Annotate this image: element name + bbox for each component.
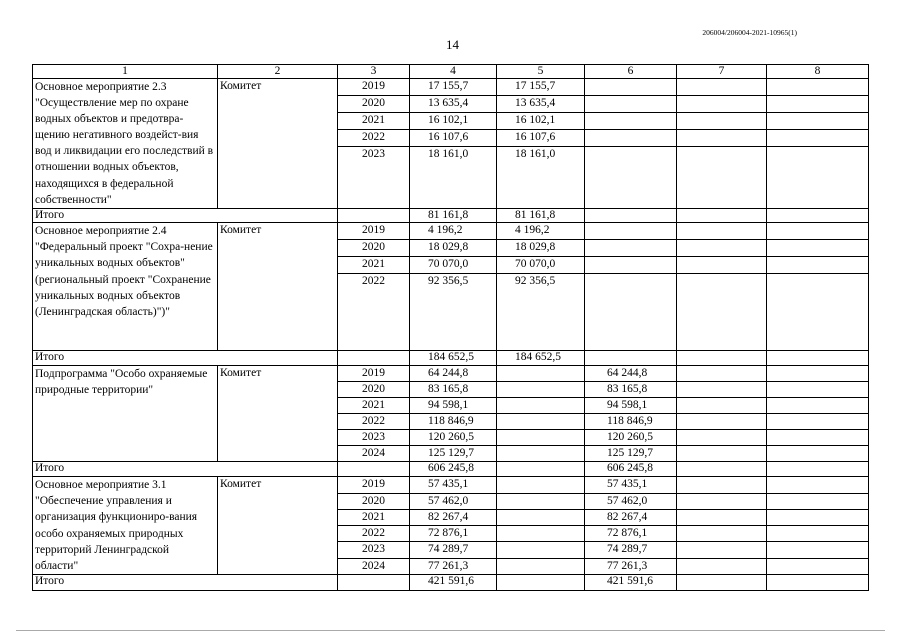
page-number: 14 [446,37,459,52]
year-cell [338,351,410,366]
regional-funding-cell: 82 267,4 [585,509,677,525]
total-funding-cell: 64 244,8 [410,366,497,382]
column-8-cell [767,366,869,382]
total-label: Итого [33,462,338,477]
total-funding-cell: 606 245,8 [410,462,497,477]
federal-funding-cell [497,477,585,493]
column-7-cell [677,430,767,446]
activity-name: Подпрограмма "Особо охраняемые природные территории" [33,366,218,462]
federal-funding-cell [497,398,585,414]
column-header: 3 [338,65,410,79]
activity-name: Основное мероприятие 2.3 "Осуществление мер по охране водных объектов и предотвра-щению негативного воздейст-вия вод и ликвидации его последствий в отношении водных объектов, находящихся в федеральной собственности" [33,79,218,209]
column-7-cell [677,208,767,223]
federal-funding-cell: 18 029,8 [497,240,585,257]
column-8-cell [767,240,869,257]
regional-funding-cell [585,257,677,274]
regional-funding-cell: 64 244,8 [585,366,677,382]
total-label: Итого [33,351,338,366]
regional-funding-cell: 77 261,3 [585,558,677,574]
year-cell: 2021 [338,113,410,130]
column-7-cell [677,558,767,574]
total-label: Итого [33,574,338,590]
regional-funding-cell [585,96,677,113]
column-7-cell [677,147,767,208]
regional-funding-cell [585,274,677,351]
total-funding-cell: 82 267,4 [410,509,497,525]
federal-funding-cell: 184 652,5 [497,351,585,366]
table-row [33,477,869,493]
regional-funding-cell [585,147,677,208]
total-funding-cell: 77 261,3 [410,558,497,574]
column-8-cell [767,398,869,414]
federal-funding-cell: 18 161,0 [497,147,585,208]
federal-funding-cell [497,542,585,558]
budget-table [32,64,869,591]
total-funding-cell: 17 155,7 [410,79,497,96]
federal-funding-cell [497,414,585,430]
column-8-cell [767,223,869,240]
column-7-cell [677,509,767,525]
federal-funding-cell: 92 356,5 [497,274,585,351]
column-8-cell [767,509,869,525]
year-cell: 2020 [338,240,410,257]
column-8-cell [767,96,869,113]
year-cell [338,574,410,590]
total-funding-cell: 18 161,0 [410,147,497,208]
total-funding-cell: 18 029,8 [410,240,497,257]
federal-funding-cell: 16 102,1 [497,113,585,130]
federal-funding-cell [497,493,585,509]
total-funding-cell: 57 462,0 [410,493,497,509]
total-funding-cell: 57 435,1 [410,477,497,493]
column-8-cell [767,574,869,590]
total-funding-cell: 94 598,1 [410,398,497,414]
column-7-cell [677,462,767,477]
year-cell [338,462,410,477]
year-cell: 2019 [338,223,410,240]
year-cell: 2022 [338,526,410,542]
column-8-cell [767,526,869,542]
total-funding-cell: 16 107,6 [410,130,497,147]
table-body [33,65,869,591]
column-7-cell [677,130,767,147]
federal-funding-cell: 16 107,6 [497,130,585,147]
year-cell: 2023 [338,542,410,558]
column-8-cell [767,477,869,493]
federal-funding-cell [497,526,585,542]
year-cell [338,208,410,223]
column-7-cell [677,79,767,96]
column-7-cell [677,351,767,366]
year-cell: 2023 [338,430,410,446]
year-cell: 2019 [338,477,410,493]
column-8-cell [767,208,869,223]
total-row [33,208,869,223]
column-8-cell [767,558,869,574]
total-funding-cell: 81 161,8 [410,208,497,223]
executor-cell: Комитет [218,477,338,575]
year-cell: 2021 [338,257,410,274]
column-8-cell [767,430,869,446]
column-header: 1 [33,65,218,79]
year-cell: 2022 [338,130,410,147]
federal-funding-cell: 13 635,4 [497,96,585,113]
column-header: 7 [677,65,767,79]
table-row [33,366,869,382]
year-cell: 2021 [338,509,410,525]
column-8-cell [767,414,869,430]
regional-funding-cell: 57 462,0 [585,493,677,509]
year-cell: 2019 [338,366,410,382]
column-8-cell [767,257,869,274]
column-header: 4 [410,65,497,79]
column-8-cell [767,130,869,147]
column-8-cell [767,493,869,509]
total-funding-cell: 13 635,4 [410,96,497,113]
year-cell: 2020 [338,493,410,509]
regional-funding-cell: 74 289,7 [585,542,677,558]
total-row [33,574,869,590]
column-8-cell [767,446,869,462]
column-7-cell [677,257,767,274]
column-7-cell [677,414,767,430]
column-7-cell [677,382,767,398]
activity-name: Основное мероприятие 2.4 "Федеральный проект "Сохра-нение уникальных водных объектов" (региональный проект "Сохранение уникальных водных объектов (Ленинградская область)")" [33,223,218,351]
column-header: 8 [767,65,869,79]
column-8-cell [767,113,869,130]
column-7-cell [677,223,767,240]
column-7-cell [677,542,767,558]
year-cell: 2019 [338,79,410,96]
regional-funding-cell: 606 245,8 [585,462,677,477]
column-7-cell [677,574,767,590]
regional-funding-cell: 72 876,1 [585,526,677,542]
column-8-cell [767,462,869,477]
year-cell: 2020 [338,96,410,113]
executor-cell: Комитет [218,223,338,351]
regional-funding-cell: 83 165,8 [585,382,677,398]
federal-funding-cell: 17 155,7 [497,79,585,96]
column-7-cell [677,274,767,351]
column-8-cell [767,147,869,208]
column-7-cell [677,398,767,414]
column-header: 5 [497,65,585,79]
column-7-cell [677,446,767,462]
year-cell: 2023 [338,147,410,208]
column-7-cell [677,96,767,113]
regional-funding-cell [585,351,677,366]
total-row [33,462,869,477]
regional-funding-cell [585,208,677,223]
regional-funding-cell: 94 598,1 [585,398,677,414]
table-row [33,223,869,240]
federal-funding-cell [497,558,585,574]
regional-funding-cell [585,130,677,147]
federal-funding-cell [497,366,585,382]
total-funding-cell: 120 260,5 [410,430,497,446]
column-7-cell [677,477,767,493]
federal-funding-cell [497,430,585,446]
regional-funding-cell [585,79,677,96]
year-cell: 2024 [338,446,410,462]
regional-funding-cell: 125 129,7 [585,446,677,462]
total-funding-cell: 184 652,5 [410,351,497,366]
total-funding-cell: 4 196,2 [410,223,497,240]
column-7-cell [677,113,767,130]
column-8-cell [767,542,869,558]
activity-name: Основное мероприятие 3.1 "Обеспечение управления и организация функциониро-вания особо охраняемых природных территорий Ленинградской области" [33,477,218,575]
column-8-cell [767,351,869,366]
federal-funding-cell: 70 070,0 [497,257,585,274]
executor-cell: Комитет [218,79,338,209]
column-7-cell [677,526,767,542]
federal-funding-cell [497,509,585,525]
total-funding-cell: 125 129,7 [410,446,497,462]
year-cell: 2021 [338,398,410,414]
column-8-cell [767,382,869,398]
column-7-cell [677,493,767,509]
federal-funding-cell [497,462,585,477]
total-funding-cell: 70 070,0 [410,257,497,274]
total-funding-cell: 72 876,1 [410,526,497,542]
year-cell: 2022 [338,274,410,351]
total-funding-cell: 118 846,9 [410,414,497,430]
column-7-cell [677,366,767,382]
total-funding-cell: 16 102,1 [410,113,497,130]
column-7-cell [677,240,767,257]
federal-funding-cell [497,574,585,590]
regional-funding-cell [585,240,677,257]
year-cell: 2020 [338,382,410,398]
column-header: 6 [585,65,677,79]
federal-funding-cell: 81 161,8 [497,208,585,223]
page-bottom-rule [16,630,885,631]
column-8-cell [767,274,869,351]
year-cell: 2024 [338,558,410,574]
regional-funding-cell [585,113,677,130]
column-number-row [33,65,869,79]
total-funding-cell: 92 356,5 [410,274,497,351]
table-row [33,79,869,96]
regional-funding-cell: 120 260,5 [585,430,677,446]
federal-funding-cell [497,382,585,398]
regional-funding-cell: 57 435,1 [585,477,677,493]
year-cell: 2022 [338,414,410,430]
column-header: 2 [218,65,338,79]
federal-funding-cell [497,446,585,462]
total-row [33,351,869,366]
total-funding-cell: 83 165,8 [410,382,497,398]
regional-funding-cell: 118 846,9 [585,414,677,430]
column-8-cell [767,79,869,96]
federal-funding-cell: 4 196,2 [497,223,585,240]
total-label: Итого [33,208,338,223]
regional-funding-cell [585,223,677,240]
total-funding-cell: 421 591,6 [410,574,497,590]
document-id: 206004/206004-2021-10965(1) [702,28,797,37]
executor-cell: Комитет [218,366,338,462]
total-funding-cell: 74 289,7 [410,542,497,558]
regional-funding-cell: 421 591,6 [585,574,677,590]
